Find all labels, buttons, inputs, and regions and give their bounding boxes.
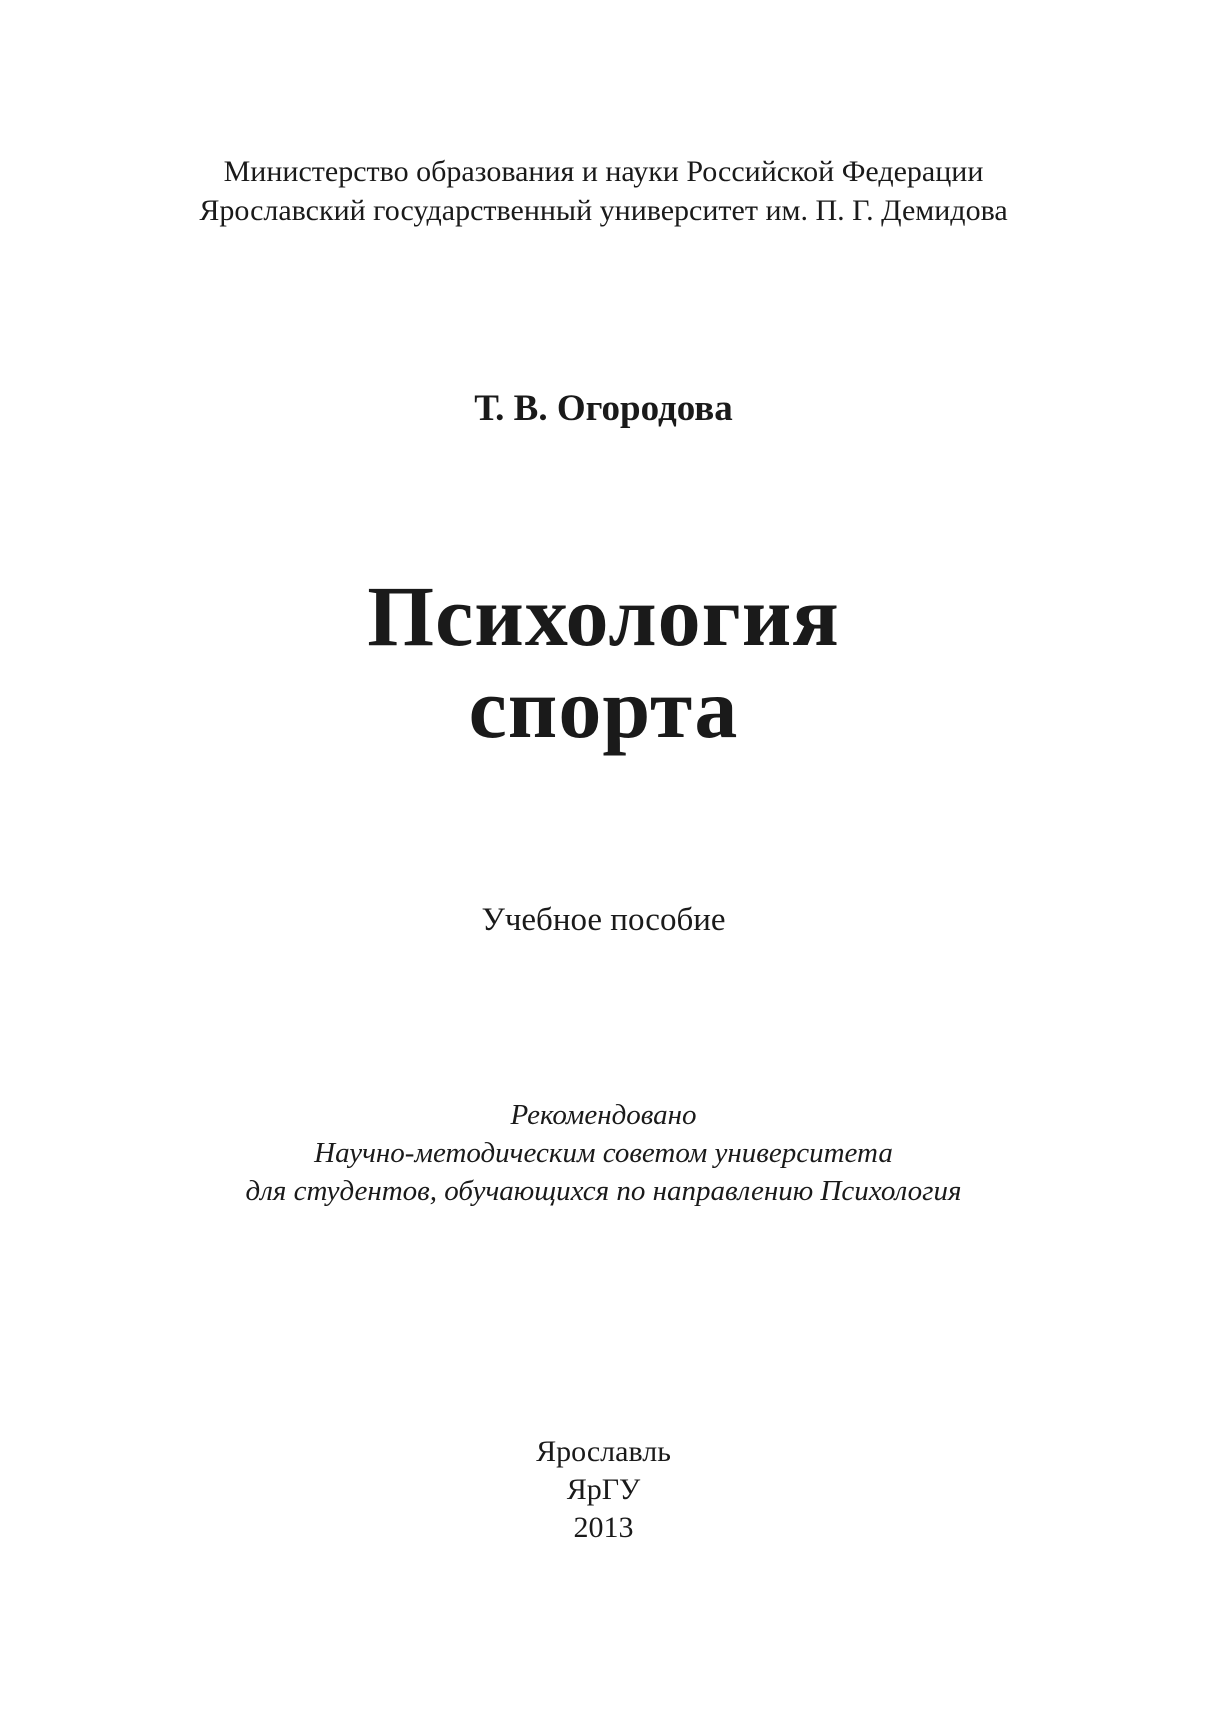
book-title	[0, 570, 1207, 754]
imprint-year: 2013	[573, 1511, 634, 1544]
recommendation-line-1: Рекомендовано	[510, 1099, 697, 1131]
university-line: Ярославский государственный университет им. П. Г. Демидова	[199, 194, 1008, 227]
institution-header	[0, 152, 1207, 230]
recommendation-line-3: для студентов, обучающихся по направлению Психология	[245, 1175, 962, 1207]
book-title-line-1: Психология	[367, 568, 840, 664]
ministry-line: Министерство образования и науки Российской Федерации	[223, 155, 984, 188]
imprint-publisher: ЯрГУ	[566, 1473, 641, 1506]
author-name: Т. В. Огородова	[474, 388, 733, 429]
book-title-line-2: спорта	[468, 660, 739, 756]
recommendation-note	[0, 1096, 1207, 1210]
book-subtitle: Учебное пособие	[481, 902, 726, 938]
imprint-city: Ярославль	[536, 1435, 671, 1468]
recommendation-line-2: Научно-методическим советом университета	[314, 1137, 893, 1169]
imprint	[0, 1433, 1207, 1547]
